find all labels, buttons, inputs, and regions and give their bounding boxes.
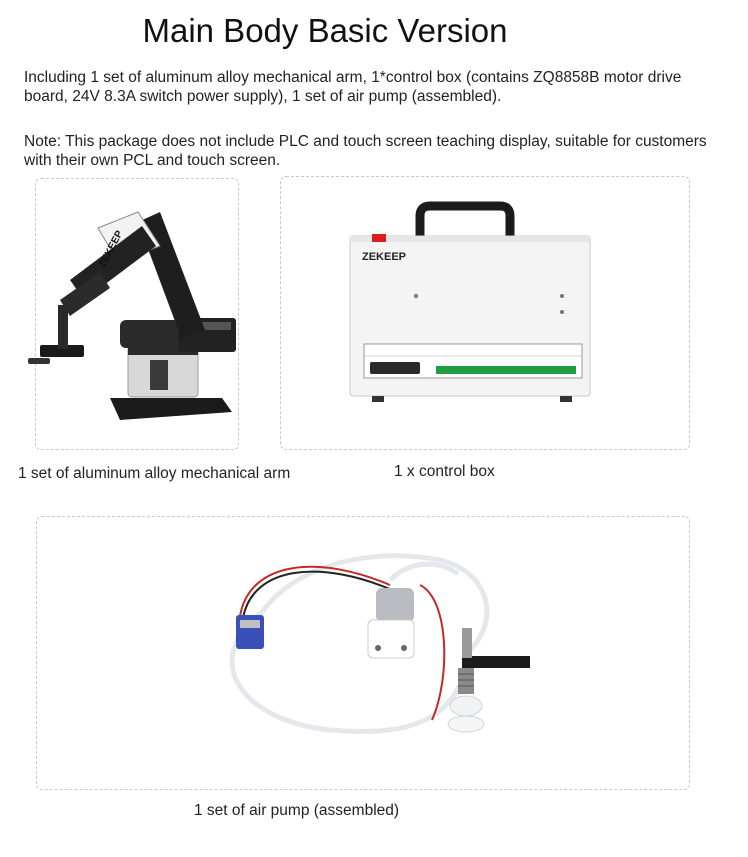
control-box-caption: 1 x control box (394, 463, 495, 480)
arm-caption: 1 set of aluminum alloy mechanical arm (18, 465, 291, 482)
arm-brand-label: ZEKEEP (96, 228, 126, 270)
control-box-brand-label: ZEKEEP (362, 251, 407, 263)
page-title: Main Body Basic Version (142, 12, 508, 49)
package-note: Note: This package does not include PLC and touch screen teaching display, suitable for customers with their own PCL and touch screen. (24, 133, 707, 169)
package-description: Including 1 set of aluminum alloy mechanical arm, 1*control box (contains ZQ8858B motor drive board, 24V 8.3A switch power supply), 1 set of air pump (assembled). (24, 69, 682, 105)
air-pump-caption: 1 set of air pump (assembled) (194, 802, 400, 819)
